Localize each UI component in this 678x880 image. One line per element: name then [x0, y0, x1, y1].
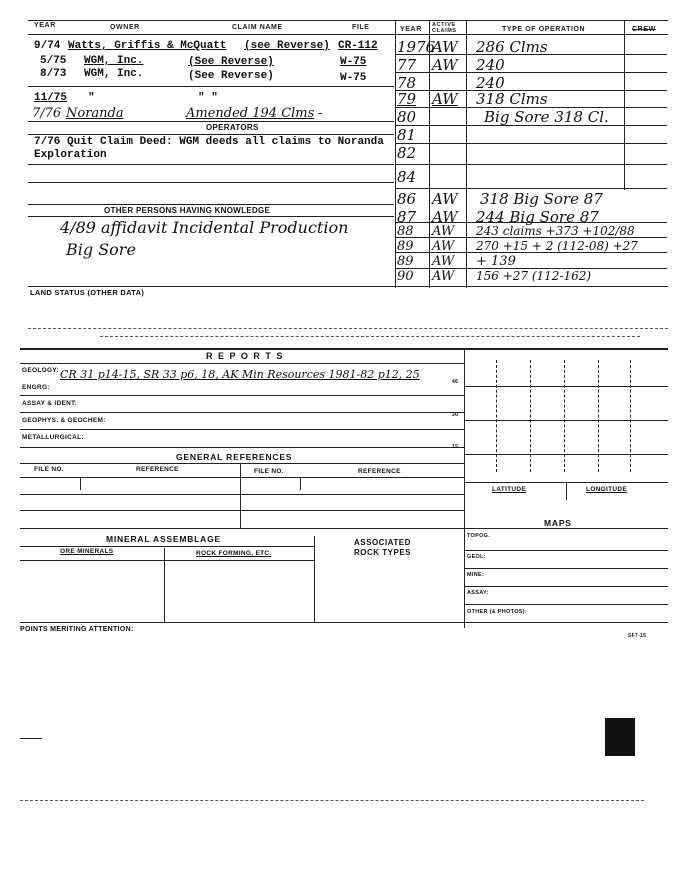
ore-minerals-header: ORE MINERALS	[60, 548, 114, 555]
rock-forming-header: ROCK FORMING, ETC.	[196, 550, 272, 557]
rock-types-label: ROCK TYPES	[354, 548, 412, 557]
owner-row-file: W-75	[340, 72, 367, 84]
divider-year-active	[429, 20, 430, 288]
general-refs-rule	[20, 510, 464, 511]
activity-rule	[395, 90, 667, 91]
activity-type: AW	[432, 224, 455, 239]
owner-row-claim: (See Reverse)	[188, 70, 274, 82]
owner-row-claim: (See Reverse)	[188, 56, 274, 68]
land-status-rule	[28, 286, 668, 287]
reports-rule	[20, 447, 464, 448]
owner-row-file: W-75	[340, 56, 367, 68]
owner-row-owner: Watts, Griffis & McQuatt	[68, 40, 227, 52]
activity-year: 82	[397, 144, 417, 162]
activity-year: 84	[397, 168, 417, 186]
activity-rule	[395, 237, 667, 238]
land-status-label: LAND STATUS (OTHER DATA)	[30, 288, 145, 297]
operators-rule-3	[28, 182, 394, 183]
activity-rule	[395, 268, 667, 269]
activity-rule	[395, 54, 667, 55]
geology-value: CR 31 p14-15, SR 33 p6, 18, AK Min Resources 1981-82 p12, 25	[60, 368, 420, 381]
activity-year: 89	[397, 254, 414, 269]
lat-grid	[598, 360, 599, 472]
operators-rule	[28, 134, 394, 135]
general-refs-tick	[300, 478, 301, 490]
header-active-claims: ACTIVE CLAIMS	[432, 22, 457, 34]
other-persons-line-1: 4/89 affidavit Incidental Production	[60, 218, 349, 237]
header-bottom-rule	[28, 34, 668, 35]
header-year: YEAR	[34, 22, 56, 29]
owner-row-year: 8/73	[40, 68, 67, 80]
header-top-rule	[28, 20, 668, 21]
owner-row-claim: " "	[198, 92, 218, 104]
activity-year: 1976	[397, 38, 436, 56]
maps-other: OTHER (& PHOTOS):	[467, 609, 527, 615]
activity-type: AW	[432, 208, 458, 226]
scan-smear	[100, 336, 640, 337]
owner-row-file: CR-112	[338, 40, 378, 52]
operators-label: OPERATORS	[206, 123, 259, 132]
activity-year: 86	[397, 190, 417, 208]
activity-op: 286 Clms	[476, 38, 548, 56]
latlong-divider	[566, 482, 567, 500]
lat-grid-rule	[464, 454, 668, 455]
maps-rule	[464, 568, 668, 569]
points-label: POINTS MERITING ATTENTION:	[20, 626, 134, 633]
lat-grid	[496, 360, 497, 472]
activity-rule	[395, 164, 667, 165]
maps-geol: GEOL:	[467, 554, 486, 560]
other-persons-label: OTHER PERSONS HAVING KNOWLEDGE	[104, 206, 271, 215]
other-persons-rule	[28, 216, 394, 217]
scan-mark	[20, 738, 42, 739]
owner-row-claim: Amended 194 Clms	[186, 106, 315, 121]
activity-op: 318 Clms	[476, 90, 548, 108]
margin-15: 15	[452, 444, 459, 450]
general-refs-rule	[20, 494, 464, 495]
activity-year: 79	[397, 90, 417, 108]
mineral-title: MINERAL ASSEMBLAGE	[106, 534, 221, 544]
maps-rule	[464, 604, 668, 605]
maps-rule	[464, 550, 668, 551]
operators-rule-2	[28, 164, 394, 165]
assay-label: ASSAY & IDENT:	[22, 400, 78, 407]
black-registration-mark	[605, 718, 635, 756]
general-refs-rule	[20, 477, 464, 478]
activity-op: 240	[476, 74, 505, 92]
operators-line-2: Exploration	[34, 149, 107, 161]
reports-title: R E P O R T S	[206, 351, 284, 361]
general-refs-title: GENERAL REFERENCES	[176, 452, 293, 462]
activity-type: AW	[432, 254, 455, 269]
geology-label: GEOLOGY:	[22, 367, 59, 374]
activity-year: 77	[397, 56, 417, 74]
header-owner: OWNER	[110, 24, 140, 31]
general-refs-rule	[20, 463, 464, 464]
activity-rule	[395, 252, 667, 253]
activity-type: AW	[432, 239, 455, 254]
file-no-header-2: FILE NO.	[254, 468, 284, 475]
activity-rule	[395, 222, 667, 223]
owner-row-year: 7/76	[32, 106, 62, 121]
reports-top-rule	[20, 348, 668, 350]
lat-grid-rule	[464, 386, 668, 387]
mineral-rule	[20, 560, 314, 561]
other-persons-line-2: Big Sore	[66, 240, 136, 259]
geophys-label: GEOPHYS. & GEOCHEM:	[22, 417, 106, 424]
header-crew: CREW	[632, 26, 656, 33]
associated-label: ASSOCIATED	[354, 538, 411, 547]
reference-header-2: REFERENCE	[358, 468, 401, 475]
activity-op: Big Sore 318 Cl.	[484, 108, 609, 126]
reports-rule	[20, 395, 464, 396]
activity-rule	[395, 125, 667, 126]
owner-row-owner: Noranda	[66, 106, 124, 121]
activity-year: 81	[397, 126, 417, 144]
lat-grid	[530, 360, 531, 472]
owner-row-year: 11/75	[34, 92, 68, 104]
activity-year: 80	[397, 108, 417, 126]
activity-year: 88	[397, 224, 414, 239]
maps-topog: TOPOG.	[467, 533, 491, 539]
activity-year: 90	[397, 269, 414, 284]
header-claim-name: CLAIM NAME	[232, 24, 283, 31]
activity-op: 156 +27 (112-162)	[476, 269, 592, 283]
lat-grid	[630, 360, 631, 472]
operators-top-rule	[28, 121, 394, 122]
activity-type: AW	[432, 38, 458, 56]
reference-header: REFERENCE	[136, 466, 179, 473]
form-number: SF7-15	[628, 633, 647, 639]
activity-type: AW	[432, 56, 458, 74]
other-persons-top-rule	[28, 204, 394, 205]
activity-type: AW	[432, 190, 458, 208]
lat-grid-rule	[464, 420, 668, 421]
activity-rule	[395, 107, 667, 108]
lat-grid	[564, 360, 565, 472]
owner-row-claim: (see Reverse)	[244, 40, 330, 52]
divider-active-type	[466, 20, 467, 288]
operators-line-1: 7/76 Quit Claim Deed: WGM deeds all claims to Noranda	[34, 136, 384, 148]
activity-op: 240	[476, 56, 505, 74]
maps-title: MAPS	[544, 518, 572, 528]
general-refs-divider	[240, 463, 241, 529]
owner-row-owner: WGM, Inc.	[84, 68, 144, 80]
activity-op: 244 Big Sore 87	[476, 208, 599, 226]
file-no-header: FILE NO.	[34, 466, 64, 473]
metallurgical-label: METALLURGICAL:	[22, 434, 84, 441]
activity-type: AW	[432, 269, 455, 284]
activity-type: AW	[432, 90, 458, 108]
margin-46: 46	[452, 379, 459, 385]
general-refs-tick	[80, 478, 81, 490]
maps-mine: MINE:	[467, 572, 485, 578]
activity-op: 270 +15 + 2 (112-08) +27	[476, 239, 638, 253]
reports-rule	[20, 412, 464, 413]
owner-row-file: -	[318, 106, 323, 121]
reports-rule	[20, 429, 464, 430]
header-file: FILE	[352, 24, 370, 31]
margin-30: 30	[452, 412, 459, 418]
activity-year: 89	[397, 239, 414, 254]
activity-op: 243 claims +373 +102/88	[476, 224, 635, 238]
activity-op: + 139	[476, 254, 516, 269]
divider-owner-activity	[395, 20, 396, 288]
owner-rule	[28, 86, 394, 87]
mineral-rule	[20, 546, 314, 547]
activity-op: 318 Big Sore 87	[480, 190, 603, 208]
header-year-2: YEAR	[400, 26, 422, 33]
activity-rule	[395, 188, 667, 189]
activity-rule	[395, 143, 667, 144]
maps-rule	[464, 586, 668, 587]
owner-row-owner: "	[88, 92, 95, 104]
latitude-label: LATITUDE	[492, 486, 527, 493]
scan-smear	[28, 328, 668, 329]
owner-row-year: 5/75	[40, 55, 67, 67]
scan-smear	[20, 800, 644, 801]
owner-row-owner: WGM, Inc.	[84, 55, 144, 67]
longitude-label: LONGITUDE	[586, 486, 627, 493]
owner-row-year: 9/74	[34, 40, 61, 52]
reports-rule	[20, 363, 464, 364]
header-type-of-operation: TYPE OF OPERATION	[502, 26, 586, 33]
activity-rule	[395, 72, 667, 73]
activity-year: 87	[397, 208, 417, 226]
activity-year: 78	[397, 74, 417, 92]
maps-assay: ASSAY:	[467, 590, 489, 596]
mineral-divider	[314, 536, 315, 622]
engrg-label: ENGRG:	[22, 384, 50, 391]
points-top-rule	[20, 622, 668, 623]
general-refs-rule	[20, 528, 668, 529]
